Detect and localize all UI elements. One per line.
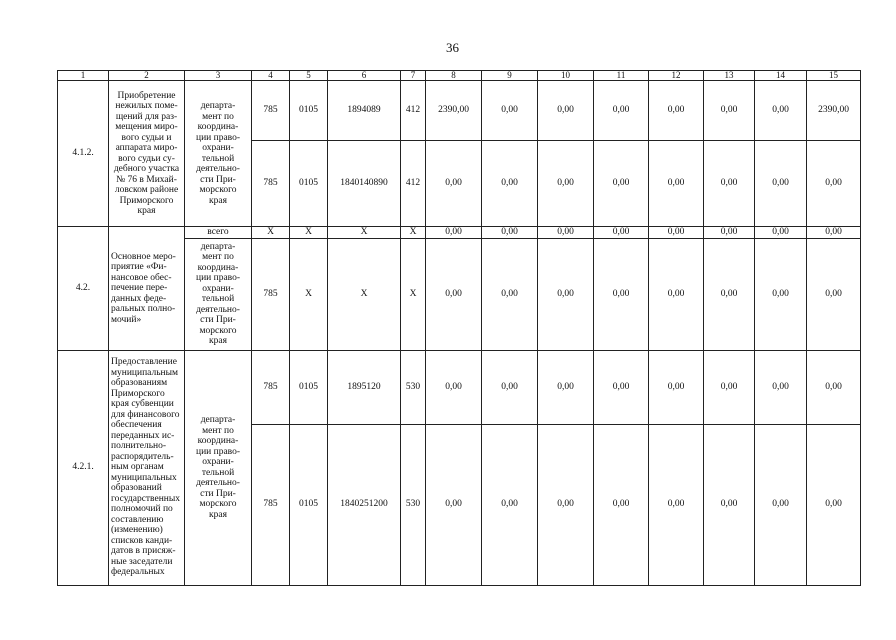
- cell-amount: 0,00: [755, 81, 807, 141]
- column-header: 3: [185, 71, 252, 81]
- column-header: 8: [426, 71, 482, 81]
- cell-amount: 0,00: [594, 227, 649, 239]
- column-header: 11: [594, 71, 649, 81]
- cell-amount: 0,00: [755, 141, 807, 227]
- cell-amount: 0,00: [594, 424, 649, 585]
- item-number: 4.2.1.: [58, 350, 109, 585]
- cell-amount: 0,00: [704, 238, 755, 350]
- page-number: 36: [446, 40, 459, 55]
- cell-amount: 2390,00: [807, 81, 861, 141]
- cell-amount: 0,00: [807, 238, 861, 350]
- cell-amount: 0,00: [482, 227, 538, 239]
- cell-amount: 0,00: [807, 227, 861, 239]
- cell-amount: 0,00: [649, 227, 704, 239]
- cell-section: 0105: [290, 81, 328, 141]
- cell-amount: 0,00: [649, 238, 704, 350]
- cell-section: X: [290, 238, 328, 350]
- item-number: 4.2.: [58, 227, 109, 351]
- cell-grbs: 785: [252, 238, 290, 350]
- cell-amount: 0,00: [594, 238, 649, 350]
- cell-amount: 0,00: [426, 238, 482, 350]
- cell-amount: 0,00: [538, 424, 594, 585]
- cell-target: X: [328, 238, 401, 350]
- column-header: 4: [252, 71, 290, 81]
- cell-grbs: 785: [252, 141, 290, 227]
- column-header: 2: [109, 71, 185, 81]
- item-name: Основное меро- приятие «Фи- нансовое обес- печение пере- данных феде- ральных полно- мочий»: [109, 227, 185, 351]
- cell-amount: 0,00: [649, 424, 704, 585]
- cell-amount: 0,00: [538, 350, 594, 424]
- cell-amount: 0,00: [426, 350, 482, 424]
- cell-target: X: [328, 227, 401, 239]
- table-row: [58, 81, 861, 141]
- cell-expense-type: 530: [401, 350, 426, 424]
- cell-amount: 0,00: [704, 141, 755, 227]
- cell-amount: 0,00: [482, 141, 538, 227]
- cell-amount: 0,00: [704, 81, 755, 141]
- executor: департа- мент по координа- ции право- охрани- тельной деятельно- сти При- морского края: [185, 238, 252, 350]
- column-header: 15: [807, 71, 861, 81]
- cell-section: X: [290, 227, 328, 239]
- cell-amount: 0,00: [755, 350, 807, 424]
- cell-amount: 0,00: [755, 424, 807, 585]
- cell-amount: 0,00: [594, 81, 649, 141]
- cell-amount: 0,00: [594, 141, 649, 227]
- cell-amount: 0,00: [704, 227, 755, 239]
- column-header: 13: [704, 71, 755, 81]
- cell-amount: 0,00: [426, 227, 482, 239]
- cell-amount: 0,00: [482, 424, 538, 585]
- cell-amount: 0,00: [649, 350, 704, 424]
- cell-grbs: X: [252, 227, 290, 239]
- cell-grbs: 785: [252, 424, 290, 585]
- cell-target: 1894089: [328, 81, 401, 141]
- cell-amount: 0,00: [426, 141, 482, 227]
- cell-amount: 2390,00: [426, 81, 482, 141]
- cell-amount: 0,00: [594, 350, 649, 424]
- cell-amount: 0,00: [807, 350, 861, 424]
- cell-amount: 0,00: [538, 227, 594, 239]
- cell-amount: 0,00: [649, 141, 704, 227]
- column-header: 5: [290, 71, 328, 81]
- total-label: всего: [185, 227, 252, 239]
- executor: департа- мент по координа- ции право- охрани- тельной деятельно- сти При- морского края: [185, 350, 252, 585]
- cell-amount: 0,00: [538, 238, 594, 350]
- column-header: 12: [649, 71, 704, 81]
- cell-amount: 0,00: [482, 238, 538, 350]
- column-header: 10: [538, 71, 594, 81]
- cell-section: 0105: [290, 141, 328, 227]
- column-header: 1: [58, 71, 109, 81]
- cell-target: 1895120: [328, 350, 401, 424]
- cell-amount: 0,00: [426, 424, 482, 585]
- cell-amount: 0,00: [482, 81, 538, 141]
- cell-expense-type: 530: [401, 424, 426, 585]
- item-name: Приобретение нежилых поме- щений для раз- мещения миро- вого судьи и аппарата миро- вого судьи су- дебного участка № 76 в Михай- ловском районе Приморского края: [109, 81, 185, 227]
- column-header: 6: [328, 71, 401, 81]
- cell-expense-type: 412: [401, 81, 426, 141]
- cell-section: 0105: [290, 350, 328, 424]
- column-header: 9: [482, 71, 538, 81]
- cell-grbs: 785: [252, 350, 290, 424]
- cell-expense-type: 412: [401, 141, 426, 227]
- cell-expense-type: X: [401, 238, 426, 350]
- cell-amount: 0,00: [482, 350, 538, 424]
- column-header: 7: [401, 71, 426, 81]
- cell-expense-type: X: [401, 227, 426, 239]
- header-row: [58, 71, 861, 81]
- cell-amount: 0,00: [807, 141, 861, 227]
- item-name: Предоставление муниципальным образованиям Приморского края субвенции для финансового обеспечения переданных ис- полнительно- распорядитель- ным органам муниципальных образований государственных полномочий по составлению (изменению) списков канди- датов в присяж- ные заседатели федеральных: [109, 350, 185, 585]
- table-row: [58, 227, 861, 239]
- cell-amount: 0,00: [755, 227, 807, 239]
- cell-amount: 0,00: [704, 350, 755, 424]
- cell-amount: 0,00: [704, 424, 755, 585]
- cell-grbs: 785: [252, 81, 290, 141]
- cell-target: 1840251200: [328, 424, 401, 585]
- cell-target: 1840140890: [328, 141, 401, 227]
- cell-amount: 0,00: [538, 141, 594, 227]
- cell-section: 0105: [290, 424, 328, 585]
- cell-amount: 0,00: [807, 424, 861, 585]
- cell-amount: 0,00: [755, 238, 807, 350]
- cell-amount: 0,00: [538, 81, 594, 141]
- budget-table: [57, 70, 861, 586]
- cell-amount: 0,00: [649, 81, 704, 141]
- executor: департа- мент по координа- ции право- охрани- тельной деятельно- сти При- морского края: [185, 81, 252, 227]
- item-number: 4.1.2.: [58, 81, 109, 227]
- column-header: 14: [755, 71, 807, 81]
- table-row: [58, 350, 861, 424]
